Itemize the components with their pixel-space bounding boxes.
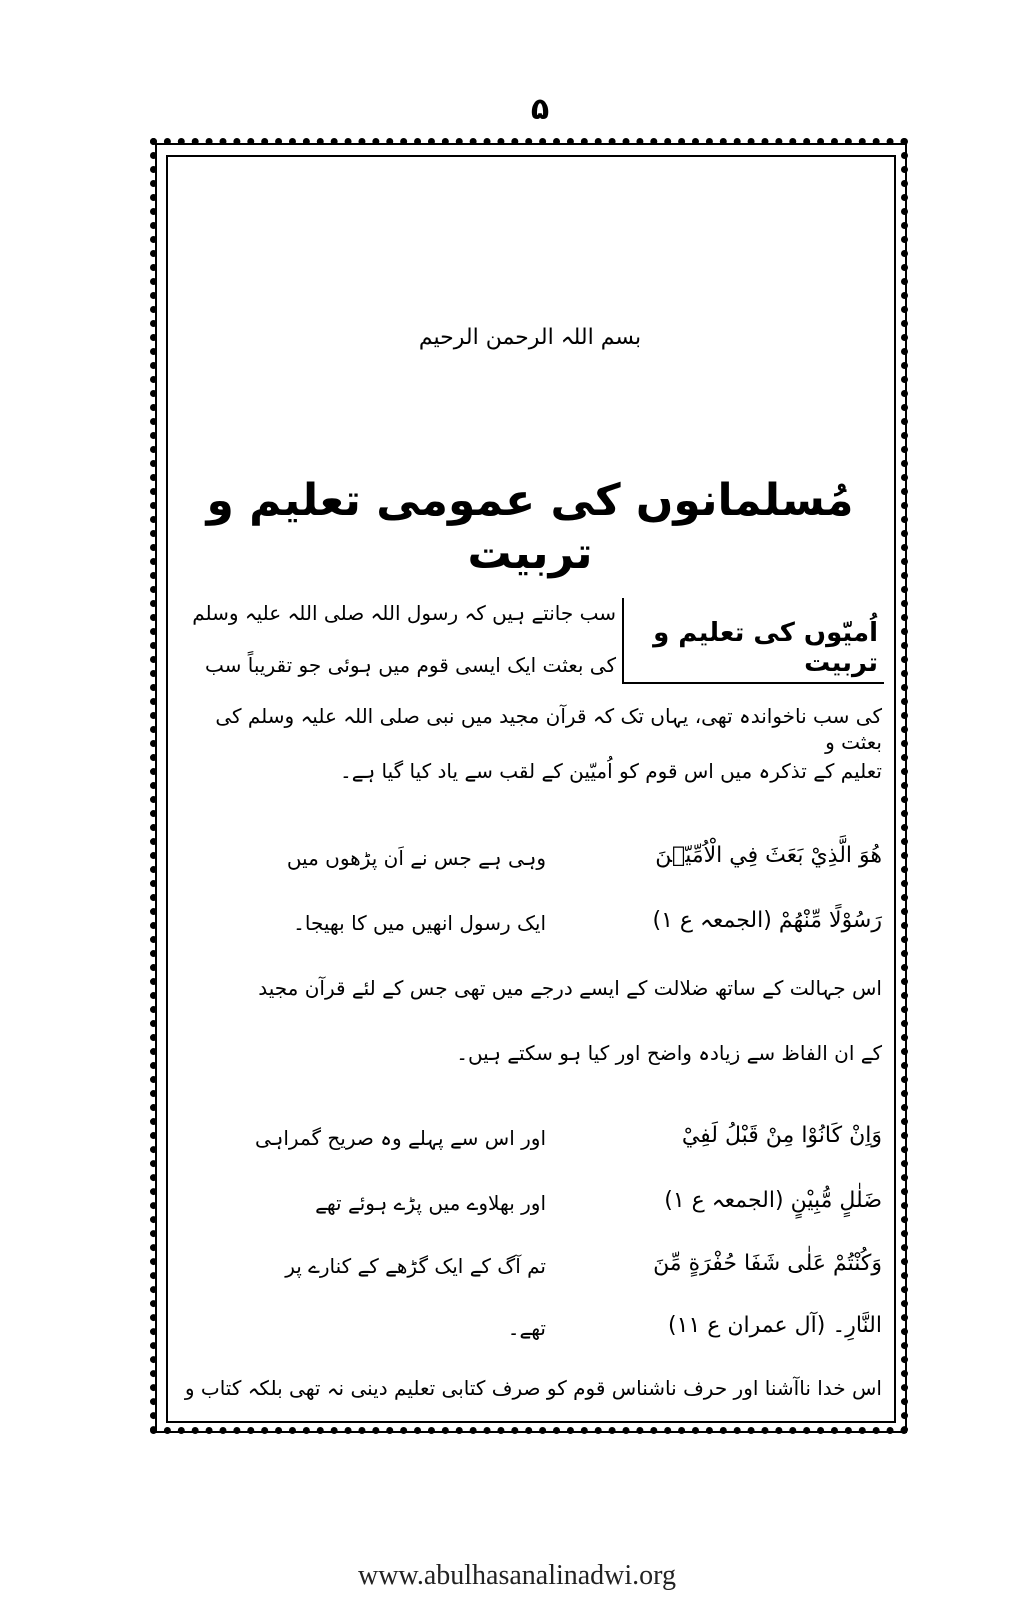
text-line: اس خدا ناآشنا اور حرف ناشناس قوم کو صرف کتابی تعلیم دینی نہ تھی بلکہ کتاب و — [184, 1376, 882, 1400]
verse-translation: تم آگ کے ایک گڑھے کے کنارے پر — [285, 1254, 546, 1278]
quran-verse: رَسُوْلًا مِّنْهُمْ (الجمعہ ع ۱) — [652, 908, 882, 933]
text-line: سب جانتے ہیں کہ رسول اللہ صلی اللہ علیہ وسلم — [192, 601, 616, 625]
quran-verse: ضَلٰلٍ مُّبِيْنٍ (الجمعہ ع ۱) — [664, 1188, 882, 1213]
chapter-title: مُسلمانوں کی عمومی تعلیم و تربیت — [206, 475, 854, 579]
text-line: اس جہالت کے ساتھ ضلالت کے ایسے درجے میں تھی جس کے لئے قرآن مجید — [258, 976, 882, 1000]
text-line: کے ان الفاظ سے زیادہ واضح اور کیا ہو سکتے ہیں۔ — [456, 1041, 882, 1065]
text-line: تعلیم کے تذکرہ میں اس قوم کو اُمیّین کے لقب سے یاد کیا گیا ہے۔ — [340, 759, 882, 783]
footer-url: www.abulhasanalinadwi.org — [357, 1560, 677, 1591]
side-heading: اُمیّوں کی تعلیم و تربیت — [653, 618, 878, 678]
verse-translation: ایک رسول انھیں میں کا بھیجا۔ — [293, 911, 546, 935]
bismillah-calligraphy: بسم اللہ الرحمن الرحیم — [418, 325, 642, 350]
side-heading-box — [622, 598, 884, 684]
verse-translation: اور اس سے پہلے وہ صریح گمراہی — [254, 1126, 546, 1150]
verse-translation: تھے۔ — [507, 1316, 546, 1340]
verse-translation: وہی ہے جس نے اَن پڑھوں میں — [286, 846, 546, 870]
quran-verse: وَكُنْتُمْ عَلٰى شَفَا حُفْرَةٍ مِّنَ — [653, 1251, 882, 1276]
text-line: کی بعثت ایک ایسی قوم میں ہوئی جو تقریباً سب — [205, 653, 616, 677]
verse-translation: اور بھلاوے میں پڑے ہوئے تھے — [315, 1191, 546, 1215]
quran-verse: وَاِنْ كَانُوْا مِنْ قَبْلُ لَفِيْ — [681, 1123, 882, 1148]
text-line: کی سب ناخواندہ تھی، یہاں تک کہ قرآن مجید میں نبی صلی اللہ علیہ وسلم کی بعثت و — [215, 704, 882, 754]
quran-verse: هُوَ الَّذِيْ بَعَثَ فِي الْاُمِّيّٖنَ — [655, 843, 882, 868]
quran-verse: النَّارِ۔ (آل عمران ع ۱۱) — [668, 1313, 882, 1338]
page-number: ۵ — [530, 92, 550, 127]
